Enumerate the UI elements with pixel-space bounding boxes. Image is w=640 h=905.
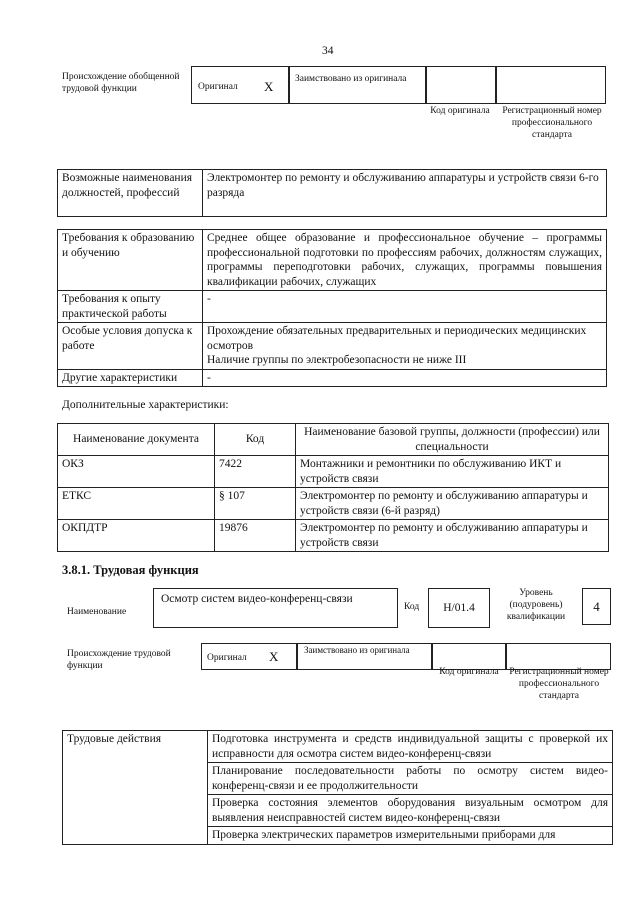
- borrowed-cell: [289, 66, 426, 104]
- row-code: 19876: [215, 520, 296, 552]
- req-special-value: [203, 323, 607, 370]
- row-name: Электромонтер по ремонту и обслуживанию аппаратуры и устройств связи: [296, 520, 609, 552]
- row-doc: ОКПДТР: [58, 520, 215, 552]
- additional-title: Дополнительные характеристики:: [62, 399, 229, 411]
- function-name: Осмотр систем видео-конференц-связи: [161, 593, 353, 605]
- code-original-cell: [426, 66, 496, 104]
- additional-table: [57, 423, 609, 552]
- reg-number2-caption: Регистрационный номер профессионального стандарта: [509, 667, 609, 701]
- positions-table: [57, 169, 607, 217]
- original-cell: [191, 66, 289, 104]
- req-special-text-1: Прохождение обязательных предварительных и периодических медицинских осмотров: [207, 325, 587, 352]
- borrowed-label: Заимствовано из оригинала: [295, 74, 407, 84]
- function-name-label: Наименование: [67, 607, 127, 617]
- positions-value: Электромонтер по ремонту и обслуживанию аппаратуры и устройств связи 6-го разряда: [203, 170, 607, 217]
- table-row: [58, 520, 609, 552]
- borrowed2-label: Заимствовано из оригинала: [304, 645, 410, 655]
- req-experience-value: -: [203, 291, 607, 323]
- origin-label: Происхождение обобщенной трудовой функции: [62, 72, 180, 94]
- reg-number-cell: [496, 66, 606, 104]
- origin2-label: Происхождение трудовой функции: [67, 649, 171, 671]
- borrowed2-cell: [297, 643, 432, 670]
- section-title: 3.8.1. Трудовая функция: [62, 563, 199, 577]
- page-number: 34: [322, 45, 334, 57]
- positions-label: Возможные наименования должностей, профессий: [58, 170, 203, 217]
- function-level-cell: [582, 588, 611, 625]
- row-doc: ЕТКС: [58, 488, 215, 520]
- req-other-label: Другие характеристики: [58, 369, 203, 387]
- reg-number-caption: Регистрационный номер профессионального стандарта: [502, 106, 602, 140]
- row-code: § 107: [215, 488, 296, 520]
- req-other-value: -: [203, 369, 607, 387]
- function-name-cell: [153, 588, 398, 628]
- req-education-label: Требования к образованию и обучению: [58, 230, 203, 291]
- action-item: Проверка состояния элементов оборудования визуальным осмотром для выявления неисправностей систем видео-конференц-связи: [208, 795, 613, 827]
- row-doc: ОКЗ: [58, 456, 215, 488]
- function-level-label: Уровень (подуровень) квалификации: [506, 588, 566, 622]
- original2-mark: X: [269, 649, 279, 664]
- original-mark: X: [264, 79, 274, 94]
- code-original2-caption: Код оригинала: [439, 667, 499, 677]
- header-document: Наименование документа: [58, 424, 215, 456]
- table-row: [58, 456, 609, 488]
- req-experience-label: Требования к опыту практической работы: [58, 291, 203, 323]
- row-code: 7422: [215, 456, 296, 488]
- original2-label: Оригинал: [207, 653, 247, 663]
- row-name: Электромонтер по ремонту и обслуживанию аппаратуры и устройств связи (6-й разряд): [296, 488, 609, 520]
- req-special-text-2: Наличие группы по электробезопасности не ниже III: [207, 354, 467, 366]
- actions-table: [62, 730, 613, 845]
- action-item: Проверка электрических параметров измерительными приборами для: [208, 827, 613, 845]
- function-code-cell: [428, 588, 490, 628]
- function-code-label: Код: [404, 602, 420, 612]
- action-item: Планирование последовательности работы по осмотру систем видео-конференц-связи и ее продолжительности: [208, 763, 613, 795]
- row-name: Монтажники и ремонтники по обслуживанию ИКТ и устройств связи: [296, 456, 609, 488]
- actions-label: Трудовые действия: [63, 731, 208, 845]
- original2-cell: [201, 643, 297, 670]
- original-label: Оригинал: [198, 82, 238, 92]
- requirements-table: [57, 229, 607, 387]
- function-code: H/01.4: [443, 602, 475, 614]
- table-row: [58, 488, 609, 520]
- req-education-value: Среднее общее образование и профессиональное обучение – программы профессиональной подготовки по профессиям рабочих, должностям служащих, программы переподготовки рабочих, служащих, программы повышения квалификации рабочих, служащих: [203, 230, 607, 291]
- action-item: Подготовка инструмента и средств индивидуальной защиты с проверкой их исправности для осмотра систем видео-конференц-связи: [208, 731, 613, 763]
- function-level: 4: [593, 599, 600, 614]
- code-original-caption: Код оригинала: [430, 106, 490, 116]
- header-group-name: Наименование базовой группы, должности (профессии) или специальности: [296, 424, 609, 456]
- header-code: Код: [215, 424, 296, 456]
- req-special-label: Особые условия допуска к работе: [58, 323, 203, 370]
